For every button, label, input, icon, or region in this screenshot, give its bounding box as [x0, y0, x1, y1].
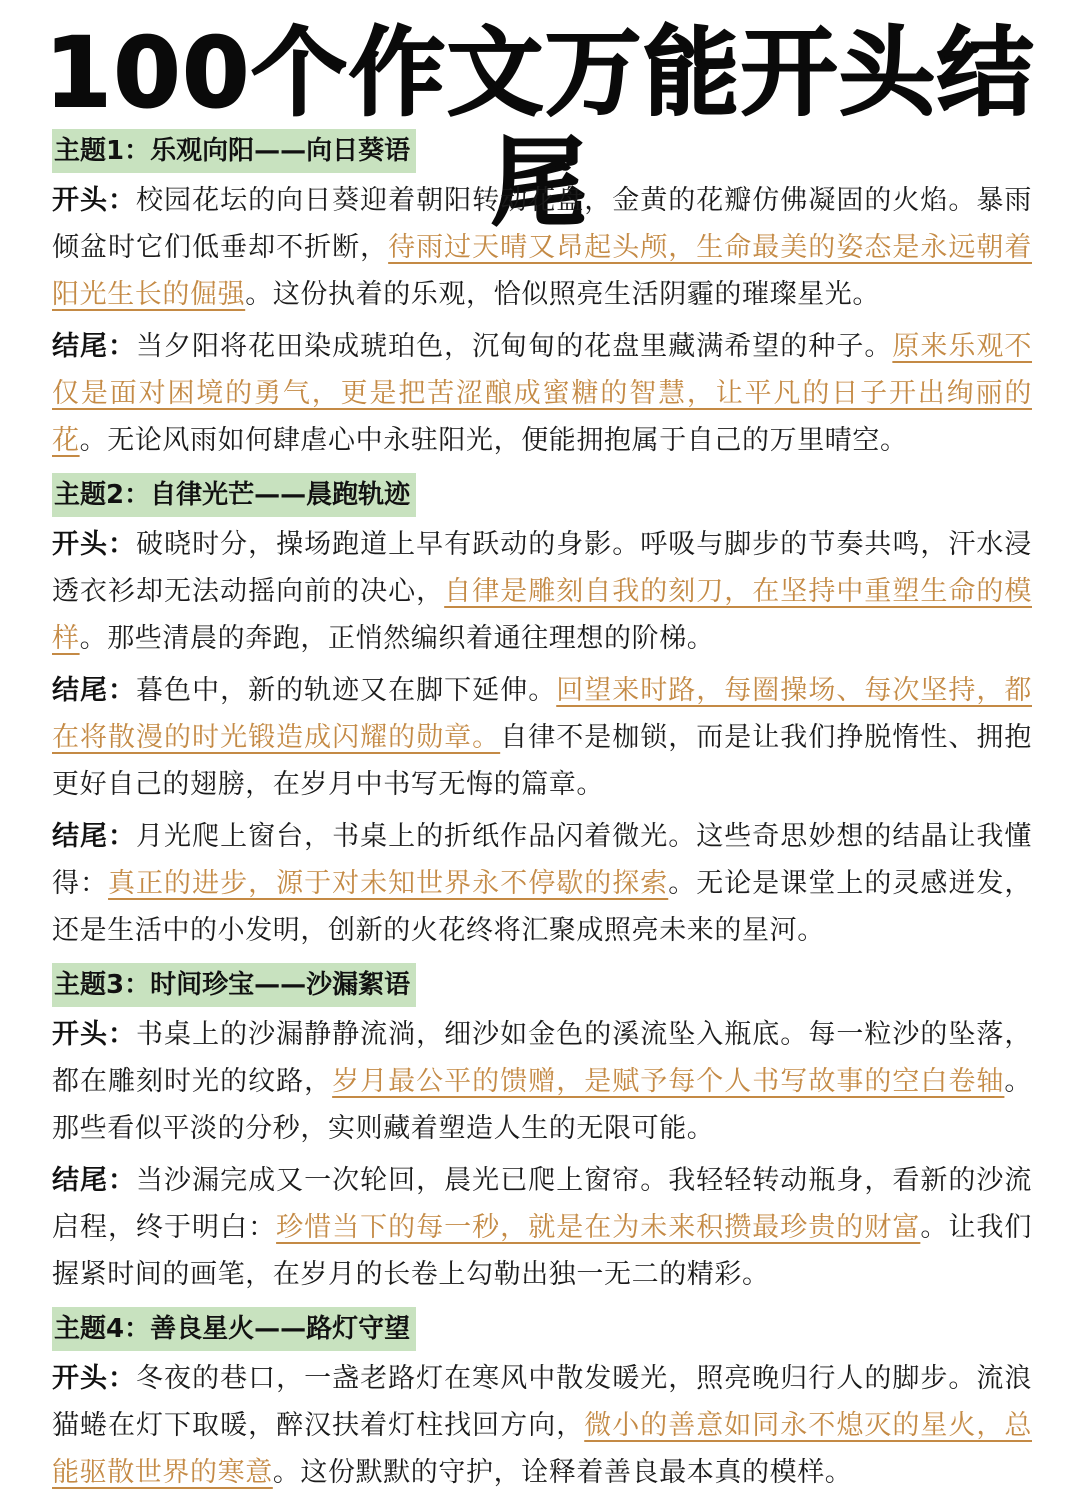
opening-paragraph [52, 177, 1032, 318]
section-1 [52, 125, 1032, 464]
paragraph-text: 。让我们握紧时间的画笔，在岁月的长卷上勾勒出独一无二的精彩。 [52, 1212, 1032, 1290]
highlighted-text: 真正的进步，源于对未知世界永不停歇的探索 [108, 868, 669, 899]
section-4 [52, 1303, 1032, 1496]
paragraph-text: 书桌上的沙漏静静流淌，细沙如金色的溪流坠入瓶底。每一粒沙的坠落，都在雕刻时光的纹路， [52, 1019, 1032, 1097]
paragraph-text: 自律不是枷锁，而是让我们挣脱惰性、拥抱更好自己的翅膀，在岁月中书写无悔的篇章。 [52, 722, 1032, 800]
topic-heading: 主题1：乐观向阳——向日葵语 [52, 129, 416, 173]
ending-paragraph [52, 667, 1032, 808]
paragraph-label: 开头： [52, 185, 137, 216]
paragraph-text: 。那些清晨的奔跑，正悄然编织着通往理想的阶梯。 [79, 623, 715, 654]
paragraph-text: 冬夜的巷口，一盏老路灯在寒风中散发暖光，照亮晚归行人的脚步。流浪猫蜷在灯下取暖，醉汉扶着灯柱找回方向， [52, 1363, 1032, 1441]
paragraph-label: 开头： [52, 1363, 137, 1394]
paragraph-label: 结尾： [52, 675, 137, 706]
highlighted-text: 自律是雕刻自我的刻刀，在坚持中重塑生命的模样 [52, 576, 1032, 654]
paragraph-text: 破晓时分，操场跑道上早有跃动的身影。呼吸与脚步的节奏共鸣，汗水浸透衣衫却无法动摇向前的决心， [52, 529, 1032, 607]
section-2 [52, 469, 1032, 954]
topic-heading: 主题4：善良星火——路灯守望 [52, 1307, 416, 1351]
opening-paragraph [52, 1355, 1032, 1496]
paragraph-label: 开头： [52, 1019, 137, 1050]
highlighted-text: 原来乐观不仅是面对困境的勇气，更是把苦涩酿成蜜糖的智慧，让平凡的日子开出绚丽的花 [52, 331, 1033, 456]
opening-paragraph [52, 1011, 1032, 1152]
highlighted-text: 岁月最公平的馈赠，是赋予每个人书写故事的空白卷轴 [332, 1066, 1005, 1097]
paragraph-text: 。无论是课堂上的灵感迸发，还是生活中的小发明，创新的火花终将汇聚成照亮未来的星河。 [52, 868, 1033, 946]
paragraph-label: 结尾： [52, 821, 137, 852]
highlighted-text: 回望来时路，每圈操场、每次坚持，都在将散漫的时光锻造成闪耀的勋章。 [52, 675, 1032, 753]
topic-heading: 主题3：时间珍宝——沙漏絮语 [52, 963, 416, 1007]
ending-paragraph [52, 323, 1032, 464]
highlighted-text: 珍惜当下的每一秒，就是在为未来积攒最珍贵的财富 [276, 1212, 921, 1243]
ending-paragraph [52, 1157, 1032, 1298]
paragraph-text: 。那些看似平淡的分秒，实则藏着塑造人生的无限可能。 [52, 1066, 1033, 1144]
paragraph-text: 月光爬上窗台，书桌上的折纸作品闪着微光。这些奇思妙想的结晶让我懂得： [52, 821, 1032, 899]
section-3 [52, 959, 1032, 1298]
paragraph-label: 开头： [52, 529, 137, 560]
paragraph-text: 当沙漏完成又一次轮回，晨光已爬上窗帘。我轻轻转动瓶身，看新的沙流启程，终于明白： [52, 1165, 1032, 1243]
paragraph-label: 结尾： [52, 1165, 137, 1196]
highlighted-text: 待雨过天晴又昂起头颅，生命最美的姿态是永远朝着阳光生长的倔强 [52, 232, 1032, 310]
ending-paragraph [52, 813, 1032, 954]
paragraph-text: 校园花坛的向日葵迎着朝阳转动花盘，金黄的花瓣仿佛凝固的火焰。暴雨倾盆时它们低垂却不折断， [52, 185, 1032, 263]
opening-paragraph [52, 521, 1032, 662]
topic-heading: 主题2：自律光芒——晨跑轨迹 [52, 473, 416, 517]
article-body [52, 125, 1032, 1501]
paragraph-label: 结尾： [52, 331, 137, 362]
paragraph-text: 。这份默默的守护，诠释着善良最本真的模样。 [272, 1457, 853, 1488]
paragraph-text: 。无论风雨如何肆虐心中永驻阳光，便能拥抱属于自己的万里晴空。 [79, 425, 908, 456]
paragraph-text: 。这份执着的乐观，恰似照亮生活阴霾的璀璨星光。 [245, 279, 881, 310]
highlighted-text: 微小的善意如同永不熄灭的星火，总能驱散世界的寒意 [52, 1410, 1032, 1488]
paragraph-text: 暮色中，新的轨迹又在脚下延伸。 [136, 675, 557, 706]
paragraph-text: 当夕阳将花田染成琥珀色，沉甸甸的花盘里藏满希望的种子。 [136, 331, 893, 362]
page-title: 100个作文万能开头结尾 [44, 17, 1036, 239]
